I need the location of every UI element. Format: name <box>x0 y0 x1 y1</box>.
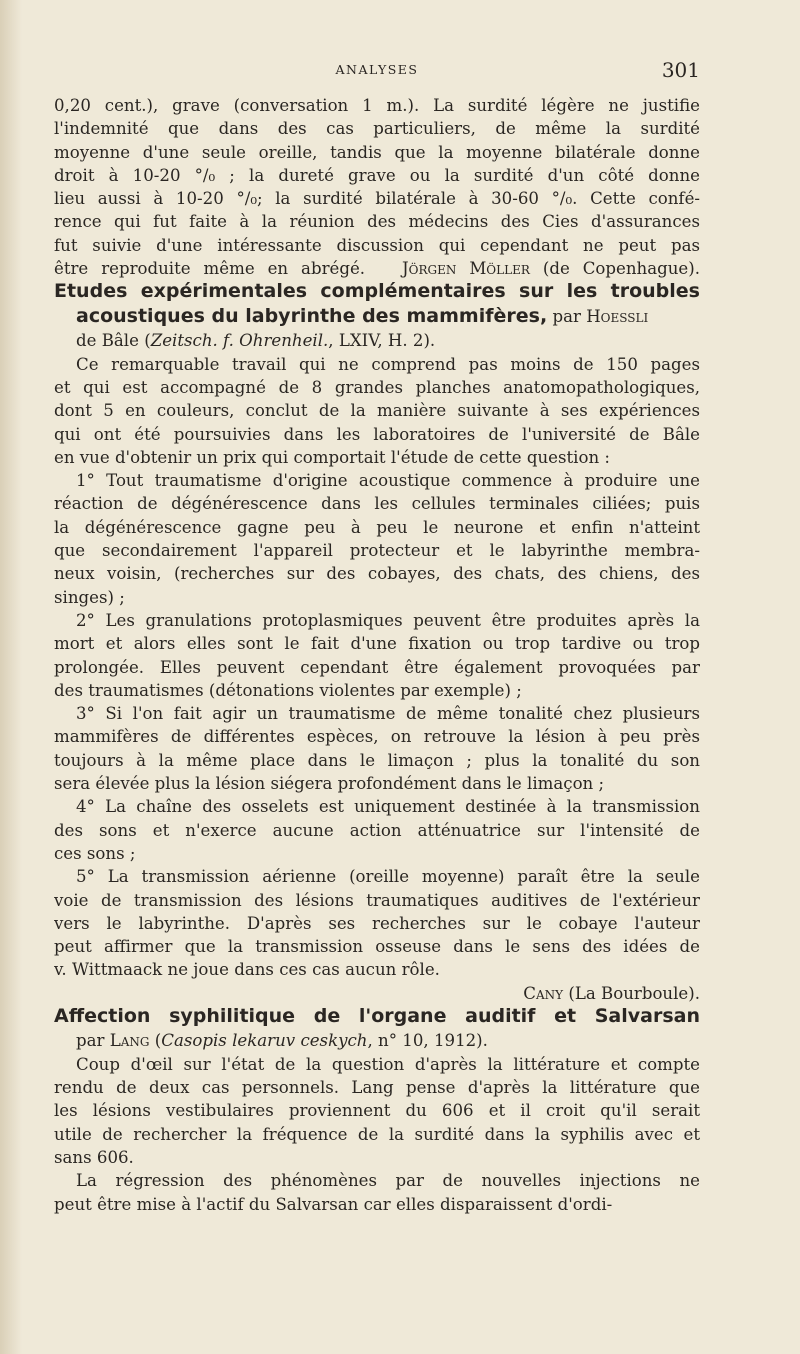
article-title: Etudes expérimentales complémentaires sur les troubles <box>54 280 700 303</box>
text-line: la dégénérescence gagne peu à peu le neurone et enfin n'atteint <box>54 517 700 537</box>
text-fragment: être reproduite même en abrégé. <box>54 259 366 279</box>
text-line: peut affirmer que la transmission osseuse dans le sens des idées de <box>54 937 700 957</box>
text-line-with-signature <box>54 257 700 280</box>
text-line: lieu aussi à 10-20 °/₀; la surdité bilatérale à 30-60 °/₀. Cette confé- <box>54 189 700 209</box>
article-paragraphs <box>54 1053 700 1216</box>
text-line: v. Wittmaack ne joue dans ces cas aucun rôle. <box>54 960 440 980</box>
paragraph-first-line: 1° Tout traumatisme d'origine acoustique commence à produire une <box>76 471 700 491</box>
text-line: vers le labyrinthe. D'après ses recherches sur le cobaye l'auteur <box>54 913 700 933</box>
paragraph-first-line: Ce remarquable travail qui ne comprend pas moins de 150 pages <box>76 354 700 374</box>
text-line: sans 606. <box>54 1147 134 1167</box>
text-line: neux voisin, (recherches sur des cobayes, des chats, des chiens, des <box>54 564 700 584</box>
signature-author: Jörgen Möller <box>402 259 530 279</box>
article-lang <box>54 1005 700 1216</box>
article-title-part: acoustiques du labyrinthe des mammifères, <box>76 304 548 327</box>
text-line: 0,20 cent.), grave (conversation 1 m.). La surdité légère ne justifie <box>54 96 700 115</box>
author-prefix: par <box>552 306 581 326</box>
text-line: en vue d'obtenir un prix qui comportait l'étude de cette question : <box>54 447 611 467</box>
text-line: droit à 10-20 °/₀ ; la dureté grave ou la surdité d'un côté donne <box>54 165 700 185</box>
text-line: fut suivie d'une intéressante discussion qui cependant ne peut pas <box>54 235 700 255</box>
text-line: qui ont été poursuivies dans les laboratoires de l'université de Bâle <box>54 424 700 444</box>
page-body <box>54 94 700 1216</box>
text-line: utile de rechercher la fréquence de la surdité dans la syphilis avec et <box>54 1124 700 1144</box>
text-line: ces sons ; <box>54 843 136 863</box>
journal-name: Zeitsch. f. Ohrenheil. <box>150 331 329 351</box>
page-gutter-shadow <box>0 0 22 1354</box>
article-hoessli <box>54 280 700 1005</box>
text-line: l'indemnité que dans des cas particuliers, de même la surdité <box>54 119 700 139</box>
page-header <box>54 58 700 88</box>
text-line: mort et alors elles sont le fait d'une fixation ou trop tardive ou trop <box>54 634 700 654</box>
citation-prefix: de Bâle ( <box>76 331 151 351</box>
article-title: Affection syphilitique de l'organe auditif et Salvarsan <box>54 1004 700 1027</box>
text-line: que secondairement l'appareil protecteur et le labyrinthe membra- <box>54 541 700 561</box>
page-number: 301 <box>661 58 700 82</box>
text-line: rendu de deux cas personnels. Lang pense d'après la littérature que <box>54 1078 700 1098</box>
signature-line <box>54 982 700 1005</box>
paragraph-first-line: Coup d'œil sur l'état de la question d'après la littérature et compte <box>76 1054 700 1074</box>
author-prefix: par <box>76 1031 105 1051</box>
citation-suffix: , n° 10, 1912). <box>367 1031 488 1051</box>
signature-author: Cany <box>523 983 564 1003</box>
text-line: des sons et n'exerce aucune action atténuatrice sur l'intensité de <box>54 820 700 840</box>
section-continuation <box>54 94 700 280</box>
citation-line: par Lang (Casopis lekaruv ceskych, n° 10, 1912). <box>76 1031 488 1051</box>
article-paragraphs <box>54 353 700 982</box>
citation-suffix: , LXIV, H. 2). <box>328 331 436 351</box>
text-line: singes) ; <box>54 587 125 607</box>
text-line: peut être mise à l'actif du Salvarsan car elles disparaissent d'ordi- <box>54 1194 613 1214</box>
author-name: Hoessli <box>586 306 649 326</box>
author-name: Lang <box>109 1031 150 1051</box>
journal-name: Casopis lekaruv ceskych <box>161 1031 368 1051</box>
text-line: moyenne d'une seule oreille, tandis que la moyenne bilatérale donne <box>54 142 700 162</box>
signature-place: (de Copenhague). <box>542 259 700 279</box>
text-line: des traumatismes (détonations violentes par exemple) ; <box>54 680 522 700</box>
text-line: mammifères de différentes espèces, on retrouve la lésion à peu près <box>54 727 700 747</box>
text-line: prolongée. Elles peuvent cependant être également provoquées par <box>54 657 700 677</box>
article-title-continued <box>54 305 700 330</box>
paragraph-first-line: La régression des phénomènes par de nouvelles injections ne <box>76 1171 700 1191</box>
text-line: voie de transmission des lésions traumatiques auditives de l'extérieur <box>54 890 700 910</box>
running-head: ANALYSES <box>335 62 419 77</box>
paragraph-first-line: 2° Les granulations protoplasmiques peuvent être produites après la <box>76 610 700 630</box>
paragraph-first-line: 5° La transmission aérienne (oreille moyenne) paraît être la seule <box>76 867 700 887</box>
paragraph-first-line: 3° Si l'on fait agir un traumatisme de même tonalité chez plusieurs <box>76 704 700 724</box>
text-line: toujours à la même place dans le limaçon ; plus la tonalité du son <box>54 750 700 770</box>
text-line: et qui est accompagné de 8 grandes planches anatomopathologiques, <box>54 377 700 397</box>
text-line: rence qui fut faite à la réunion des médecins des Cies d'assurances <box>54 212 700 232</box>
paragraph-first-line: 4° La chaîne des osselets est uniquement destinée à la transmission <box>76 797 700 817</box>
text-line: les lésions vestibulaires proviennent du 606 et il croit qu'il serait <box>54 1101 700 1121</box>
text-line: réaction de dégénérescence dans les cellules terminales ciliées; puis <box>54 494 700 514</box>
text-line: sera élevée plus la lésion siégera profondément dans le limaçon ; <box>54 774 605 794</box>
signature-place: (La Bourboule). <box>568 983 700 1003</box>
text-line: dont 5 en couleurs, conclut de la manière suivante à ses expériences <box>54 401 700 421</box>
citation-line <box>54 329 700 352</box>
